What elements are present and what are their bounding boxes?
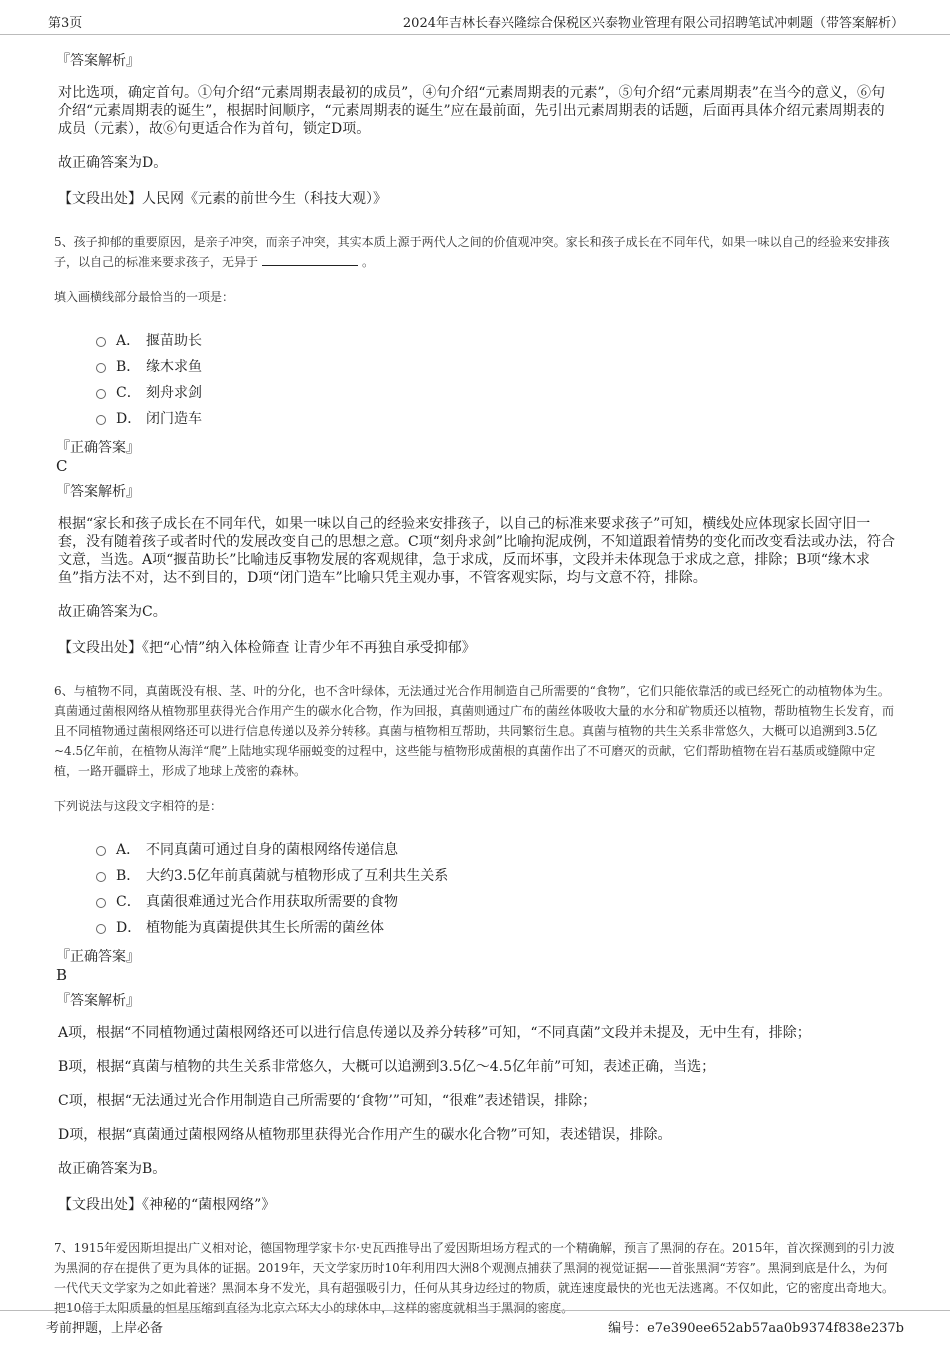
radio-icon[interactable] <box>96 846 106 856</box>
q4-conclusion: 故正确答案为D。 <box>58 155 168 171</box>
correct-answer-label: 『正确答案』 <box>56 440 140 456</box>
radio-icon[interactable] <box>96 363 106 373</box>
q5-answer: C <box>56 457 68 475</box>
q6-option-d[interactable]: D． 植物能为真菌提供其生长所需的菌丝体 <box>96 914 896 940</box>
q6-answer: B <box>56 966 68 984</box>
radio-icon[interactable] <box>96 872 106 882</box>
q5-option-b[interactable]: B． 缘木求鱼 <box>96 353 896 379</box>
document-title: 2024年吉林长春兴隆综合保税区兴泰物业管理有限公司招聘笔试冲刺题（带答案解析） <box>402 16 904 31</box>
page-number: 第3页 <box>48 16 83 31</box>
q5-option-a[interactable]: A． 揠苗助长 <box>96 327 896 353</box>
footer-slogan: 考前押题，上岸必备 <box>46 1321 164 1336</box>
q6-source: 【文段出处】《神秘的“菌根网络”》 <box>58 1197 276 1213</box>
q6-analysis-b: B项，根据“真菌与植物的共生关系非常悠久，大概可以追溯到3.5亿～4.5亿年前”可知，表述正确，当选； <box>58 1059 716 1075</box>
q6-option-a[interactable]: A． 不同真菌可通过自身的菌根网络传递信息 <box>96 836 896 862</box>
q5-stem: 5、孩子抑郁的重要原因，是亲子冲突，而亲子冲突，其实本质上源于两代人之间的价值观冲突。家长和孩子成长在不同年代，如果一味以自己的经验来安排孩子，以自己的标准来要求孩子，无异于 。 <box>54 235 890 269</box>
radio-icon[interactable] <box>96 389 106 399</box>
correct-answer-label: 『正确答案』 <box>56 949 140 965</box>
page-header <box>0 0 950 35</box>
q6-conclusion: 故正确答案为B。 <box>58 1161 167 1177</box>
q5-prompt: 填入画横线部分最恰当的一项是： <box>54 290 235 304</box>
q6-analysis-c: C项，根据“无法通过光合作用制造自己所需要的‘食物’”可知，“很难”表述错误，排除； <box>58 1093 597 1109</box>
page-footer <box>0 1310 950 1346</box>
q5-blank <box>262 253 358 266</box>
q6-options <box>96 836 896 940</box>
footer-code: 编号：e7e390ee652ab57aa0b9374f838e237b <box>608 1321 904 1336</box>
q6-analysis-d: D项，根据“真菌通过菌根网络从植物那里获得光合作用产生的碳水化合物”可知，表述错误，排除。 <box>58 1127 672 1143</box>
q5-source: 【文段出处】《把“心情”纳入体检筛查 让青少年不再独自承受抑郁》 <box>58 640 476 656</box>
q5-options <box>96 327 896 431</box>
q7-stem: 7、1915年爱因斯坦提出广义相对论，德国物理学家卡尔·史瓦西推导出了爱因斯坦场方程式的一个精确解，预言了黑洞的存在。2015年，首次探测到的引力波为黑洞的存在提供了更为具体的证据。2019年，天文学家历时10年利用四大洲8个观测点捕获了黑洞的视觉证据——首张黑洞“芳容”。黑洞到底是什么，为何一代代天文学家为之如此着迷？黑洞本身不发光，具有超强吸引力，任何从其身边经过的物质，就连速度最快的光也无法逃离。不仅如此，它的密度出奇地大。把10倍于太阳质量的恒星压缩到直径为北京六环大小的球体中，这样的密度就相当于黑洞的密度。 <box>54 1241 895 1315</box>
q5-analysis: 根据“家长和孩子成长在不同年代，如果一味以自己的经验来安排孩子，以自己的标准来要求孩子”可知，横线处应体现家长固守旧一套，没有随着孩子或者时代的发展改变自己的思想之意。C项“刻舟求剑”比喻拘泥成例，不知道跟着情势的变化而改变看法或办法，符合文意，当选。A项“揠苗助长”比喻违反事物发展的客观规律，急于求成，反而坏事，文段并未体现急于求成之意，排除；B项“缘木求鱼”指方法不对，达不到目的，D项“闭门造车”比喻只凭主观办事，不管客观实际，均与文意不符，排除。 <box>58 516 896 586</box>
document-body <box>56 44 896 1318</box>
q6-stem: 6、与植物不同，真菌既没有根、茎、叶的分化，也不含叶绿体，无法通过光合作用制造自己所需要的“食物”，它们只能依靠活的或已经死亡的动植物体为生。真菌通过菌根网络从植物那里获得光合作用产生的碳水化合物，作为回报，真菌则通过广布的菌丝体吸收大量的水分和矿物质还以植物，帮助植物生长发育，而且不同植物通过菌根网络还可以进行信息传递以及养分转移。真菌与植物相互帮助，共同繁衍生息。真菌与植物的共生关系非常悠久，大概可以追溯到3.5亿~4.5亿年前，在植物从海洋“爬”上陆地实现华丽蜕变的过程中，这些能与植物形成菌根的真菌作出了不可磨灭的贡献，它们帮助植物在岩石基质或缝隙中定植，一路开疆辟土，形成了地球上茂密的森林。 <box>54 684 895 778</box>
radio-icon[interactable] <box>96 898 106 908</box>
radio-icon[interactable] <box>96 415 106 425</box>
q5-option-d[interactable]: D． 闭门造车 <box>96 405 896 431</box>
radio-icon[interactable] <box>96 924 106 934</box>
q6-option-b[interactable]: B． 大约3.5亿年前真菌就与植物形成了互利共生关系 <box>96 862 896 888</box>
q5-conclusion: 故正确答案为C。 <box>58 604 167 620</box>
radio-icon[interactable] <box>96 337 106 347</box>
q6-prompt: 下列说法与这段文字相符的是： <box>54 799 223 813</box>
q4-source: 【文段出处】人民网《元素的前世今生（科技大观）》 <box>58 191 387 207</box>
q4-analysis: 对比选项，确定首句。①句介绍“元素周期表最初的成员”，④句介绍“元素周期表的元素”，⑤句介绍“元素周期表”在当今的意义，⑥句介绍“元素周期表的诞生”，根据时间顺序，“元素周期表的诞生”应在最前面，先引出元素周期表的话题，后面再具体介绍元素周期表的成员（元素），故⑥句更适合作为首句，锁定D项。 <box>58 85 885 137</box>
answer-analysis-label: 『答案解析』 <box>56 53 140 69</box>
q6-option-c[interactable]: C． 真菌很难通过光合作用获取所需要的食物 <box>96 888 896 914</box>
answer-analysis-label: 『答案解析』 <box>56 993 140 1009</box>
q5-option-c[interactable]: C． 刻舟求剑 <box>96 379 896 405</box>
q6-analysis-a: A项，根据“不同植物通过菌根网络还可以进行信息传递以及养分转移”可知，“不同真菌”文段并未提及，无中生有，排除； <box>58 1025 811 1041</box>
answer-analysis-label: 『答案解析』 <box>56 484 140 500</box>
